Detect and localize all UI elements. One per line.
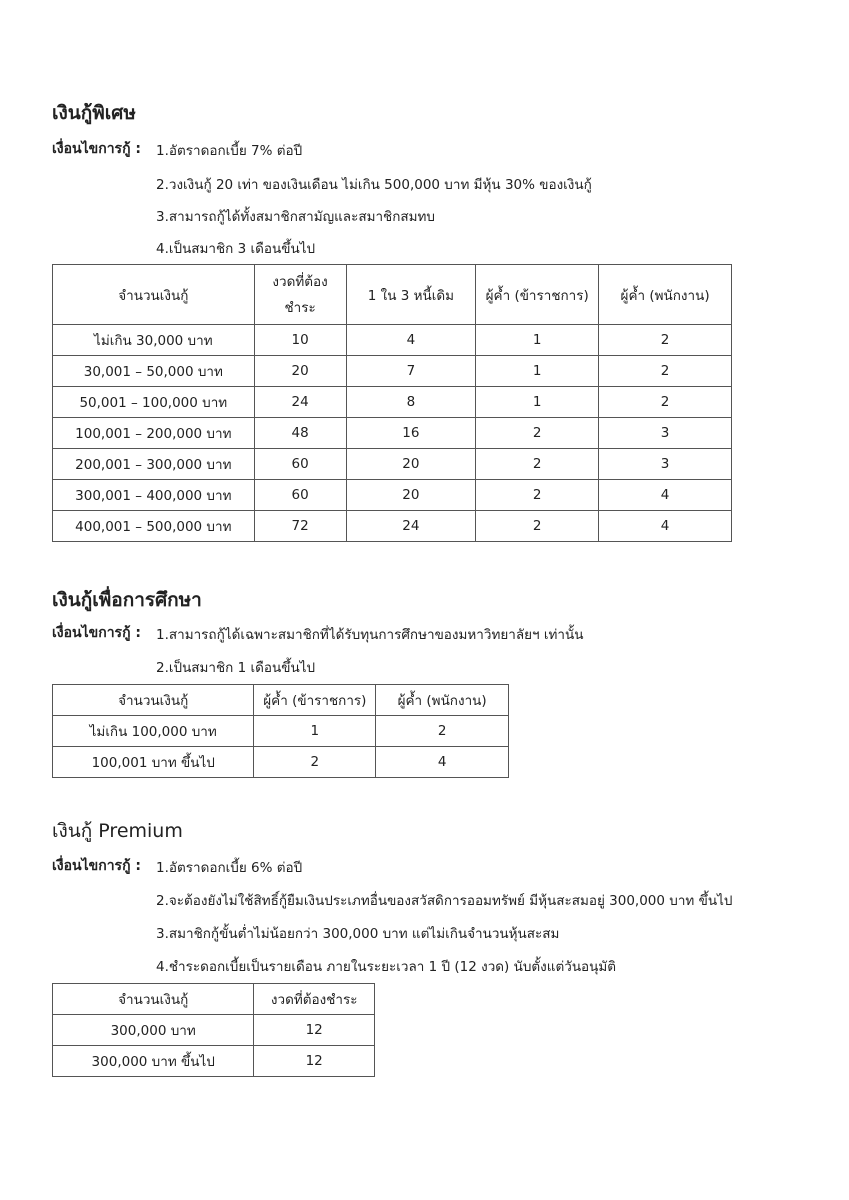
cell-guarantor-staff: 4 — [599, 480, 732, 511]
table-row — [53, 747, 509, 778]
cell-amount: 50,001 – 100,000 บาท — [53, 387, 255, 418]
cell-installments: 48 — [254, 418, 346, 449]
cell-installments: 10 — [254, 325, 346, 356]
header-guarantor-civil: ผู้ค้ำ (ข้าราชการ) — [476, 265, 599, 325]
cell-amount: ไม่เกิน 100,000 บาท — [53, 716, 254, 747]
cell-amount: 300,000 บาท — [53, 1015, 254, 1046]
special-loan-title: เงินกู้พิเศษ — [52, 102, 136, 124]
table-row — [53, 480, 732, 511]
education-condition-2: 2.เป็นสมาชิก 1 เดือนขึ้นไป — [156, 660, 316, 676]
header-amount: จำนวนเงินกู้ — [53, 685, 254, 716]
cell-amount: 100,001 – 200,000 บาท — [53, 418, 255, 449]
table-row — [53, 716, 509, 747]
cell-installments: 12 — [254, 1046, 375, 1077]
table-row — [53, 325, 732, 356]
cell-guarantor-civil: 1 — [476, 325, 599, 356]
cell-amount: 300,000 บาท ขึ้นไป — [53, 1046, 254, 1077]
cell-amount: 30,001 – 50,000 บาท — [53, 356, 255, 387]
header-guarantor-staff: ผู้ค้ำ (พนักงาน) — [599, 265, 732, 325]
header-amount: จำนวนเงินกู้ — [53, 984, 254, 1015]
table-header-row — [53, 984, 375, 1015]
cell-installments: 20 — [254, 356, 346, 387]
table-row — [53, 511, 732, 542]
cell-guarantor-civil: 1 — [476, 387, 599, 418]
header-amount: จำนวนเงินกู้ — [53, 265, 255, 325]
special-loan-table — [52, 264, 732, 542]
cell-guarantor-staff: 2 — [599, 356, 732, 387]
cell-guarantor-civil: 2 — [476, 511, 599, 542]
header-guarantor-staff: ผู้ค้ำ (พนักงาน) — [376, 685, 509, 716]
premium-conditions-label: เงื่อนไขการกู้ : — [52, 858, 142, 874]
education-conditions-label: เงื่อนไขการกู้ : — [52, 625, 142, 641]
special-condition-1: 1.อัตราดอกเบี้ย 7% ต่อปี — [156, 143, 303, 159]
cell-guarantor-staff: 2 — [376, 716, 509, 747]
cell-guarantor-staff: 3 — [599, 449, 732, 480]
premium-loan-title: เงินกู้ Premium — [52, 820, 183, 842]
header-one-third-debt: 1 ใน 3 หนี้เดิม — [346, 265, 476, 325]
cell-guarantor-civil: 2 — [476, 449, 599, 480]
cell-installments: 12 — [254, 1015, 375, 1046]
header-installments: งวดที่ต้องชำระ — [254, 984, 375, 1015]
premium-condition-4: 4.ชำระดอกเบี้ยเป็นรายเดือน ภายในระยะเวลา 1 ปี (12 งวด) นับตั้งแต่วันอนุมัติ — [156, 959, 617, 975]
cell-guarantor-civil: 2 — [254, 747, 376, 778]
cell-amount: 300,001 – 400,000 บาท — [53, 480, 255, 511]
cell-one-third: 16 — [346, 418, 476, 449]
cell-guarantor-staff: 2 — [599, 387, 732, 418]
education-loan-table — [52, 684, 509, 778]
special-conditions-label: เงื่อนไขการกู้ : — [52, 141, 142, 157]
cell-installments: 60 — [254, 449, 346, 480]
table-row — [53, 449, 732, 480]
cell-one-third: 24 — [346, 511, 476, 542]
table-row — [53, 356, 732, 387]
cell-one-third: 20 — [346, 449, 476, 480]
education-condition-1: 1.สามารถกู้ได้เฉพาะสมาชิกที่ได้รับทุนการศึกษาของมหาวิทยาลัยฯ เท่านั้น — [156, 627, 584, 643]
cell-amount: ไม่เกิน 30,000 บาท — [53, 325, 255, 356]
cell-guarantor-staff: 3 — [599, 418, 732, 449]
cell-one-third: 8 — [346, 387, 476, 418]
premium-condition-3: 3.สมาชิกกู้ขั้นต่ำไม่น้อยกว่า 300,000 บาท แต่ไม่เกินจำนวนหุ้นสะสม — [156, 926, 560, 942]
cell-guarantor-civil: 1 — [254, 716, 376, 747]
cell-one-third: 7 — [346, 356, 476, 387]
cell-amount: 200,001 – 300,000 บาท — [53, 449, 255, 480]
table-header-row — [53, 685, 509, 716]
cell-amount: 400,001 – 500,000 บาท — [53, 511, 255, 542]
table-header-row — [53, 265, 732, 325]
premium-condition-1: 1.อัตราดอกเบี้ย 6% ต่อปี — [156, 860, 303, 876]
header-guarantor-civil: ผู้ค้ำ (ข้าราชการ) — [254, 685, 376, 716]
cell-guarantor-civil: 1 — [476, 356, 599, 387]
table-row — [53, 1046, 375, 1077]
cell-guarantor-staff: 4 — [599, 511, 732, 542]
special-condition-3: 3.สามารถกู้ได้ทั้งสมาชิกสามัญและสมาชิกสมทบ — [156, 209, 435, 225]
cell-guarantor-civil: 2 — [476, 418, 599, 449]
cell-one-third: 4 — [346, 325, 476, 356]
special-condition-4: 4.เป็นสมาชิก 3 เดือนขึ้นไป — [156, 241, 316, 257]
cell-guarantor-staff: 4 — [376, 747, 509, 778]
education-loan-title: เงินกู้เพื่อการศึกษา — [52, 589, 202, 611]
special-condition-2: 2.วงเงินกู้ 20 เท่า ของเงินเดือน ไม่เกิน 500,000 บาท มีหุ้น 30% ของเงินกู้ — [156, 177, 592, 193]
premium-loan-table — [52, 983, 375, 1077]
table-row — [53, 418, 732, 449]
cell-amount: 100,001 บาท ขึ้นไป — [53, 747, 254, 778]
table-row — [53, 1015, 375, 1046]
cell-installments: 60 — [254, 480, 346, 511]
cell-guarantor-staff: 2 — [599, 325, 732, 356]
cell-one-third: 20 — [346, 480, 476, 511]
cell-installments: 24 — [254, 387, 346, 418]
table-row — [53, 387, 732, 418]
cell-installments: 72 — [254, 511, 346, 542]
premium-condition-2: 2.จะต้องยังไม่ใช้สิทธิ์กู้ยืมเงินประเภทอื่นของสวัสดิการออมทรัพย์ มีหุ้นสะสมอยู่ 300,000 บาท ขึ้นไป — [156, 893, 733, 909]
header-installments: งวดที่ต้อง ชำระ — [254, 265, 346, 325]
cell-guarantor-civil: 2 — [476, 480, 599, 511]
